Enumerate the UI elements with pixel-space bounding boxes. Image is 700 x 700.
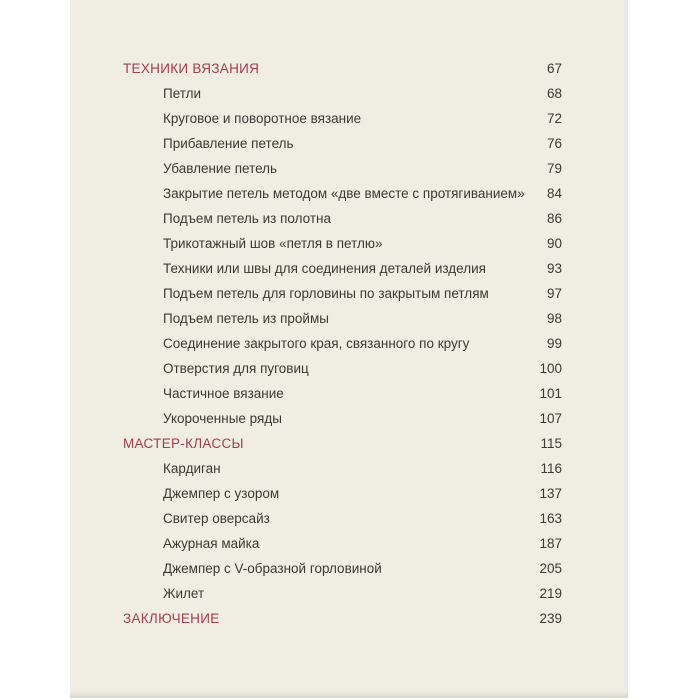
toc-entry-title: Отверстия для пуговиц [163, 361, 309, 376]
toc-entry-page-number: 239 [539, 611, 562, 626]
toc-entry-page-number: 98 [546, 311, 562, 326]
toc-item-entry [123, 256, 562, 281]
book-page [70, 0, 628, 698]
toc-entry-title: Джемпер с узором [163, 486, 280, 501]
toc-item-entry [123, 106, 562, 131]
toc-entry-page-number: 163 [539, 511, 562, 526]
toc-entry-page-number: 68 [546, 86, 562, 101]
toc-entry-page-number: 219 [539, 586, 562, 601]
toc-entry-title: ТЕХНИКИ ВЯЗАНИЯ [123, 61, 260, 76]
toc-entry-page-number: 187 [539, 536, 562, 551]
toc-entry-page-number: 100 [539, 361, 562, 376]
toc-entry-page-number: 205 [539, 561, 562, 576]
toc-item-entry [123, 156, 562, 181]
toc-entry-title: Убавление петель [163, 161, 278, 176]
toc-entry-page-number: 86 [546, 211, 562, 226]
toc-item-entry [123, 206, 562, 231]
toc-entry-title: Укороченные ряды [163, 411, 282, 426]
toc-entry-title: Подъем петель из полотна [163, 211, 331, 226]
toc-entry-title: Частичное вязание [163, 386, 284, 401]
toc-item-entry [123, 481, 562, 506]
toc-entry-title: Джемпер с V-образной горловиной [163, 561, 382, 576]
toc-entry-page-number: 93 [546, 261, 562, 276]
toc-entry-title: Трикотажный шов «петля в петлю» [163, 236, 383, 251]
toc-item-entry [123, 456, 562, 481]
toc-item-entry [123, 406, 562, 431]
toc-entry-page-number: 107 [539, 411, 562, 426]
toc-entry-title: Закрытие петель методом «две вместе с протягиванием» [163, 186, 525, 201]
toc-entry-page-number: 84 [546, 186, 562, 201]
toc-item-entry [123, 131, 562, 156]
toc-entry-page-number: 97 [546, 286, 562, 301]
toc-entry-page-number: 137 [539, 486, 562, 501]
toc-item-entry [123, 531, 562, 556]
toc-entry-page-number: 76 [546, 136, 562, 151]
toc-entry-title: Подъем петель для горловины по закрытым петлям [163, 286, 489, 301]
toc-entry-title: Техники или швы для соединения деталей изделия [163, 261, 486, 276]
toc-section-entry [123, 431, 562, 456]
toc-entry-title: Петли [163, 86, 202, 101]
toc-entry-page-number: 79 [546, 161, 562, 176]
toc-section-entry [123, 56, 562, 81]
toc-item-entry [123, 81, 562, 106]
toc-item-entry [123, 381, 562, 406]
toc-entry-title: Свитер оверсайз [163, 511, 270, 526]
toc-entry-title: ЗАКЛЮЧЕНИЕ [123, 611, 220, 626]
toc-entry-title: МАСТЕР-КЛАССЫ [123, 436, 244, 451]
toc-entry-title: Жилет [163, 586, 205, 601]
toc-entry-page-number: 115 [540, 436, 562, 451]
toc-entry-page-number: 101 [539, 386, 562, 401]
toc-entry-page-number: 116 [540, 461, 562, 476]
table-of-contents [123, 56, 562, 631]
toc-entry-page-number: 99 [546, 336, 562, 351]
toc-section-entry [123, 606, 562, 631]
toc-item-entry [123, 181, 562, 206]
toc-entry-title: Ажурная майка [163, 536, 260, 551]
toc-item-entry [123, 356, 562, 381]
toc-item-entry [123, 556, 562, 581]
toc-item-entry [123, 281, 562, 306]
toc-item-entry [123, 581, 562, 606]
toc-item-entry [123, 231, 562, 256]
toc-entry-title: Прибавление петель [163, 136, 294, 151]
toc-entry-page-number: 72 [546, 111, 562, 126]
toc-entry-title: Подъем петель из проймы [163, 311, 329, 326]
toc-entry-title: Круговое и поворотное вязание [163, 111, 362, 126]
toc-entry-page-number: 90 [546, 236, 562, 251]
toc-entry-page-number: 67 [546, 61, 562, 76]
toc-entry-title: Кардиган [163, 461, 221, 476]
toc-item-entry [123, 331, 562, 356]
toc-item-entry [123, 506, 562, 531]
toc-entry-title: Соединение закрытого края, связанного по кругу [163, 336, 470, 351]
toc-item-entry [123, 306, 562, 331]
